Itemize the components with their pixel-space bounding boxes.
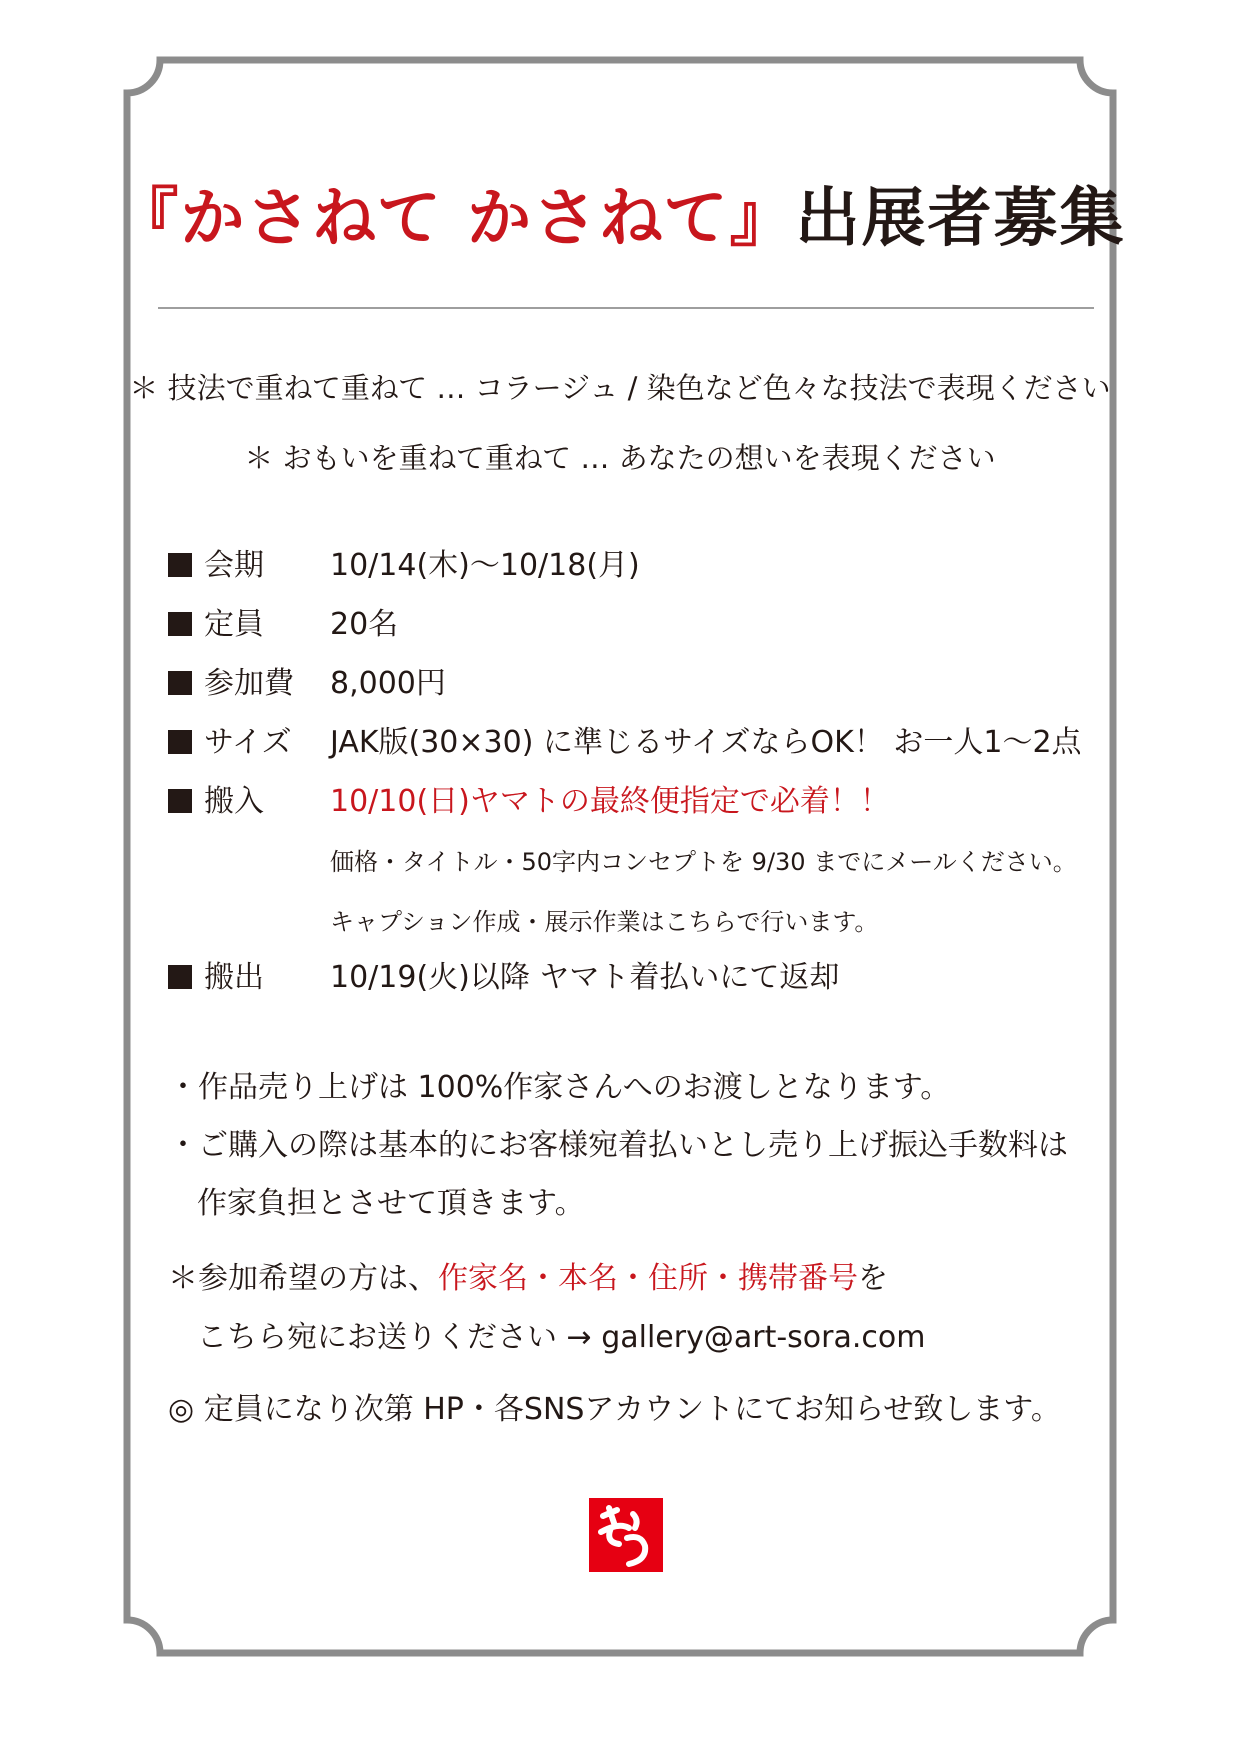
detail-row-size [168, 723, 1082, 763]
detail-value: 10/14(木)〜10/18(月) [330, 548, 640, 583]
apply-required-info: 作家名・本名・住所・携帯番号 [438, 1261, 858, 1296]
apply-instructions [168, 1259, 888, 1299]
terms-purchase-continued: 作家負担とさせて頂きます。 [197, 1186, 585, 1221]
square-bullet-icon [168, 965, 192, 989]
terms-purchase: ・ご購入の際は基本的にお客様宛着払いとし売り上げ振込手数料は [168, 1128, 1068, 1163]
delivery-note-email: 価格・タイトル・50字内コンセプトを 9/30 までにメールください。 [330, 848, 1077, 876]
detail-row-period [168, 546, 640, 586]
sora-logo-icon [589, 1498, 663, 1572]
square-bullet-icon [168, 730, 192, 754]
detail-label: 搬出 [204, 960, 264, 995]
page-title [0, 176, 1240, 262]
square-bullet-icon [168, 612, 192, 636]
detail-label: 定員 [204, 607, 264, 642]
detail-label: サイズ [204, 725, 292, 760]
detail-value-deadline: 10/10(日)ヤマトの最終便指定で必着！！ [330, 784, 890, 819]
intro-line-technique: ＊ 技法で重ねて重ねて … コラージュ / 染色など色々な技法で表現ください [129, 371, 1111, 405]
square-bullet-icon [168, 553, 192, 577]
square-bullet-icon [168, 789, 192, 813]
detail-row-return [168, 958, 840, 998]
detail-value: JAK版(30×30) に準じるサイズならOK！ お一人1〜2点 [330, 725, 1082, 760]
apply-suffix: を [858, 1261, 888, 1296]
sora-logo-mark [589, 1498, 663, 1572]
title-recruitment: 出展者募集 [795, 182, 1126, 256]
detail-value: 20名 [330, 607, 399, 642]
apply-prefix: ＊参加希望の方は、 [168, 1261, 438, 1296]
detail-value: 8,000円 [330, 666, 446, 701]
detail-label: 会期 [204, 548, 264, 583]
terms-sales: ・作品売り上げは 100%作家さんへのお渡しとなります。 [168, 1070, 951, 1105]
apply-email: こちら宛にお送りください → gallery@art-sora.com [197, 1320, 926, 1355]
intro-line-feeling: ＊ おもいを重ねて重ねて … あなたの想いを表現ください [244, 441, 996, 475]
detail-label: 参加費 [204, 666, 294, 701]
title-event-name: 『かさねて かさねて』 [114, 182, 796, 256]
delivery-note-caption: キャプション作成・展示作業はこちらで行います。 [330, 908, 879, 936]
title-divider [158, 307, 1094, 309]
detail-value: 10/19(火)以降 ヤマト着払いにて返却 [330, 960, 840, 995]
detail-row-fee [168, 664, 446, 704]
capacity-notice: ◎ 定員になり次第 HP・各SNSアカウントにてお知らせ致します。 [168, 1392, 1061, 1427]
square-bullet-icon [168, 671, 192, 695]
detail-row-capacity [168, 605, 399, 645]
detail-row-delivery [168, 782, 890, 822]
detail-label: 搬入 [204, 784, 264, 819]
